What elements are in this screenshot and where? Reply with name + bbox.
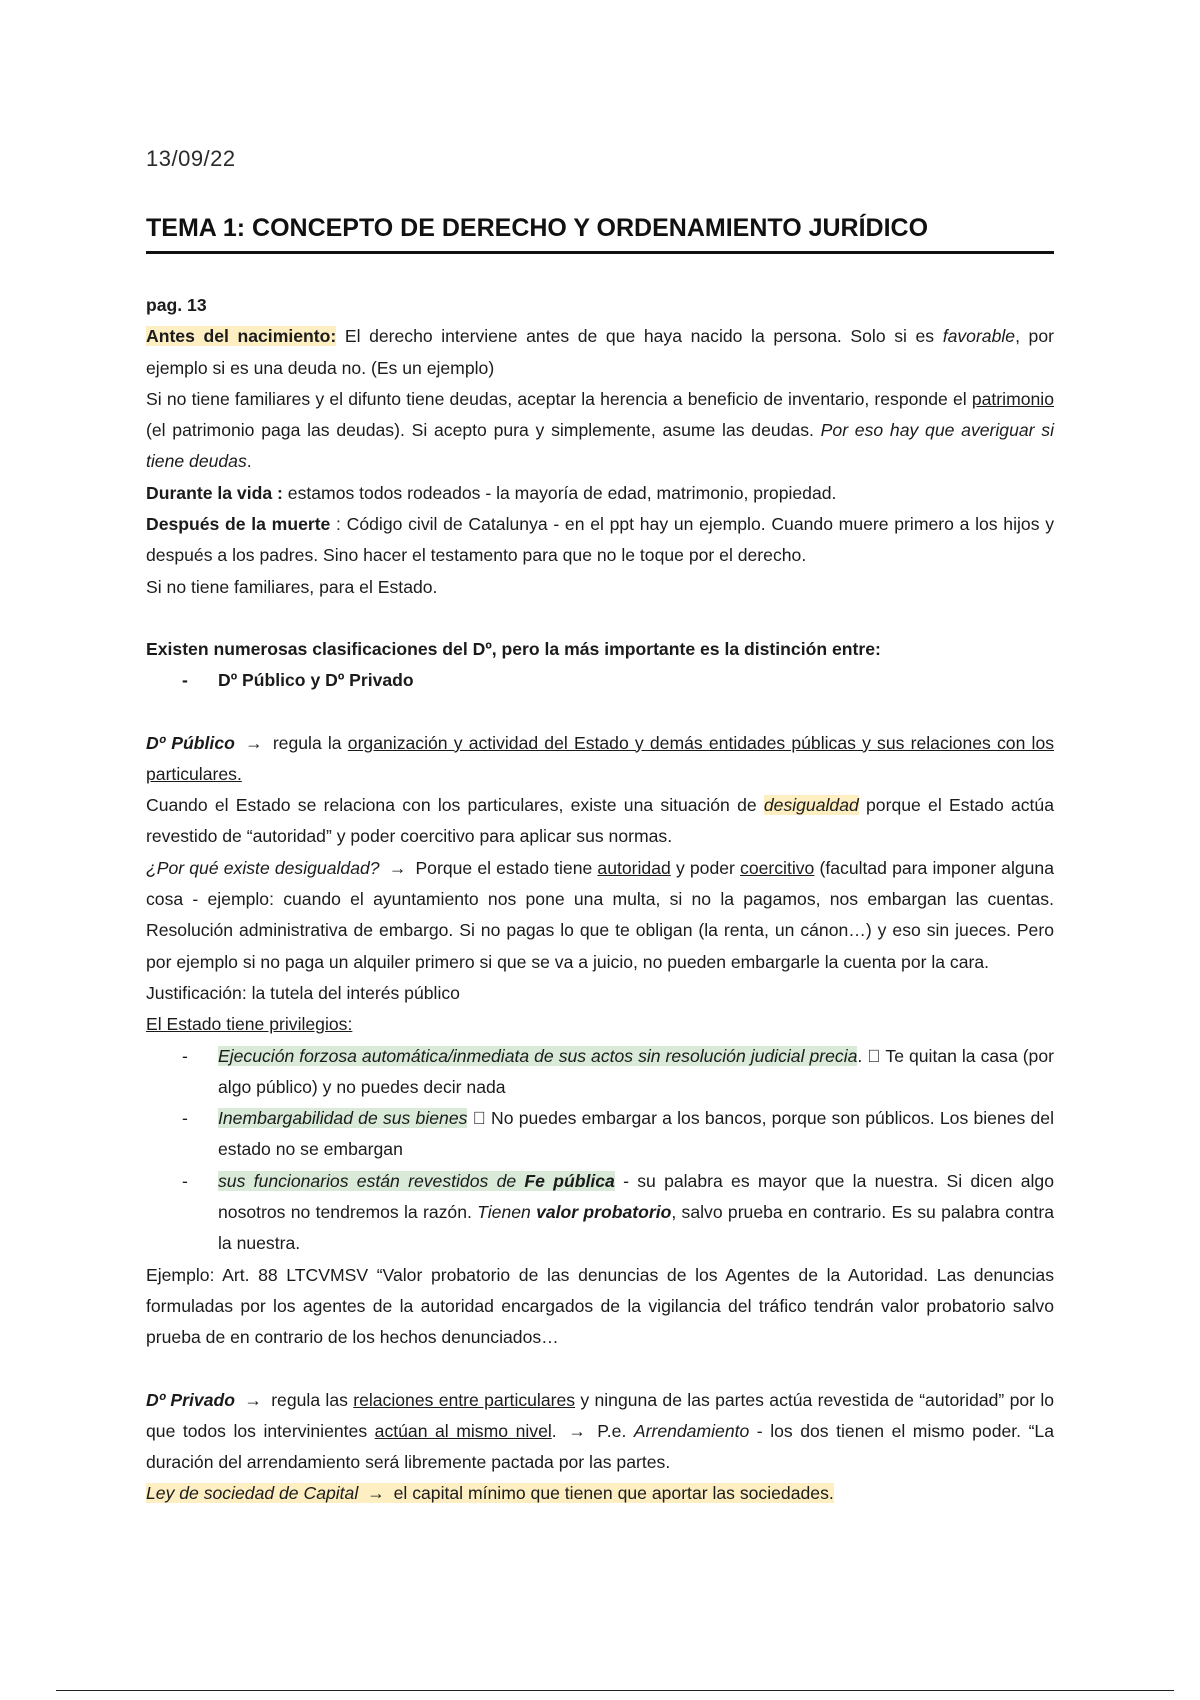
privado-text-4: P.e. <box>589 1420 634 1441</box>
mismo-nivel-text: actúan al mismo nivel <box>374 1420 552 1441</box>
ley-highlight <box>146 1483 834 1503</box>
privado-text-5: - los dos tienen el mismo poder. “La duración del arrendamiento será libremente pactada por las partes. <box>146 1420 1054 1473</box>
clasificaciones-heading: Existen numerosas clasificaciones del Dº, pero la más importante es la distinción entre: <box>146 638 881 659</box>
privilege-text: ￿ No puedes embargar a los bancos, porque son públicos. Los bienes del estado no se embargan <box>218 1108 1054 1160</box>
privilege-text: - su palabra es mayor que la nuestra. Si dicen algo nosotros no tendremos la razón. <box>218 1170 1054 1223</box>
privilege-highlight: sus funcionarios están revestidos de <box>218 1170 525 1191</box>
privileges-list <box>146 1041 1054 1260</box>
paragraph-desigualdad <box>146 790 1054 853</box>
privilege-text-end: , salvo prueba en contrario. Es su palabra contra la nuestra. <box>218 1202 1054 1254</box>
antes-text-end: , por ejemplo si es una deuda no. (Es un ejemplo) <box>146 326 1054 378</box>
privado-label: Dº Privado <box>146 1389 235 1410</box>
paragraph-antes <box>146 321 1054 384</box>
paragraph-despues <box>146 509 1054 572</box>
publico-label: Dº Público <box>146 732 235 753</box>
arrow-icon: → <box>244 1389 262 1410</box>
arrow-icon: → <box>367 1483 385 1504</box>
privado-text: regula las <box>265 1389 354 1410</box>
relaciones-text: relaciones entre particulares <box>353 1389 576 1410</box>
answer-text-2: y poder <box>670 857 741 878</box>
privado-text-3: . <box>551 1420 565 1441</box>
page-title: TEMA 1: CONCEPTO DE DERECHO Y ORDENAMIENTO JURÍDICO <box>146 214 1054 254</box>
arrow-icon: → <box>245 732 263 753</box>
document-body <box>146 290 1054 1510</box>
paragraph-ley <box>146 1478 1054 1509</box>
paragraph-privado <box>146 1385 1054 1479</box>
paragraph-durante <box>146 478 1054 509</box>
question-text: ¿Por qué existe desigualdad? <box>146 857 380 878</box>
ley-text: el capital mínimo que tienen que aportar las sociedades. <box>388 1483 834 1504</box>
privado-text-2: y ninguna de las partes actúa revestida de “autoridad” por lo que todos los intervinientes <box>146 1389 1055 1441</box>
durante-text: estamos todos rodeados - la mayoría de edad, matrimonio, propiedad. <box>282 482 837 503</box>
arrendamiento-text: Arrendamiento <box>633 1420 750 1441</box>
publico-text: regula la <box>266 732 348 753</box>
paragraph-estado: Si no tiene familiares, para el Estado. <box>146 576 438 597</box>
valor-probatorio-text: valor probatorio <box>536 1202 672 1223</box>
page-reference: pag. 13 <box>146 295 207 315</box>
list-item <box>146 1103 1054 1166</box>
paragraph-ejemplo: Ejemplo: Art. 88 LTCVMSV “Valor probatorio de las denuncias de los Agentes de la Autoridad. Las denuncias formuladas por los agentes de la autoridad encargados de la vigilancia del tráfico tendrán valor probatorio salvo prueba de en contrario de los hechos denunciados… <box>146 1264 1054 1348</box>
desigualdad-text-2: porque el Estado actúa revestido de “autoridad” y poder coercitivo para aplicar sus normas. <box>146 795 1054 847</box>
list-item <box>146 1041 1054 1104</box>
patrimonio-text: patrimonio <box>971 388 1054 409</box>
antes-label: Antes del nacimiento: <box>146 326 337 347</box>
familiares-italic: Por eso hay que averiguar si tiene deudas <box>146 420 1054 472</box>
privilegios-heading: El Estado tiene privilegios: <box>146 1014 353 1035</box>
list-item <box>146 1166 1054 1260</box>
familiares-end: . <box>246 451 252 472</box>
date: 13/09/22 <box>146 146 236 171</box>
paragraph-familiares <box>146 384 1054 478</box>
despues-text: : Código civil de Catalunya - en el ppt hay un ejemplo. Cuando muere primero a los hijos y después a los padres. Sino hacer el testamento para que no le toque por el derecho. <box>146 514 1054 566</box>
tienen-text: Tienen <box>477 1202 531 1223</box>
justificacion-line: Justificación: la tutela del interés público <box>146 982 460 1003</box>
coercitivo-text: coercitivo <box>740 857 815 878</box>
privilege-highlight: Inembargabilidad de sus bienes <box>218 1108 468 1129</box>
antes-text: El derecho interviene antes de que haya nacido la persona. Solo si es <box>336 326 943 347</box>
familiares-text-2: (el patrimonio paga las deudas). Si acepto pura y simplemente, asume las deudas. <box>146 420 821 441</box>
privilege-highlight: Ejecución forzosa automática/inmediata de sus actos sin resolución judicial precia <box>218 1045 858 1066</box>
answer-text: Porque el estado tiene <box>410 857 598 878</box>
answer-text-3: (facultad para imponer alguna cosa - ejemplo: cuando el ayuntamiento nos pone una multa, si no la pagamos, nos embargan las cuentas. Resolución administrativa de embargo. Si no pagas lo que te obligan (la renta, un cánon…) y eso sin jueces. Pero por ejemplo si no paga un alquiler primero si que se va a juicio, no pueden embargarle la cuenta por la cara. <box>146 857 1055 972</box>
favorable-text: favorable <box>942 326 1016 347</box>
desigualdad-highlight: desigualdad <box>763 795 859 816</box>
familiares-text: Si no tiene familiares y el difunto tiene deudas, aceptar la herencia a beneficio de inventario, responde el <box>146 388 972 409</box>
desigualdad-text: Cuando el Estado se relaciona con los particulares, existe una situación de <box>146 795 764 816</box>
footer-divider <box>56 1690 1174 1691</box>
paragraph-por-que <box>146 853 1054 978</box>
privilege-text: . ￿ Te quitan la casa (por algo público) y no puedes decir nada <box>218 1045 1054 1097</box>
arrow-icon: → <box>568 1420 586 1441</box>
arrow-icon: → <box>388 857 407 878</box>
clasificaciones-list <box>146 665 1054 696</box>
paragraph-publico <box>146 728 1054 791</box>
despues-label: Después de la muerte <box>146 514 331 535</box>
list-item: - Dº Público y Dº Privado <box>146 665 1054 696</box>
autoridad-text: autoridad <box>597 857 671 878</box>
durante-label: Durante la vida : <box>146 482 283 503</box>
ley-italic: Ley de sociedad de Capital <box>146 1483 359 1504</box>
publico-underlined: organización y actividad del Estado y demás entidades públicas y sus relaciones con los particulares. <box>146 732 1055 784</box>
fe-publica-text: Fe pública <box>524 1170 615 1191</box>
